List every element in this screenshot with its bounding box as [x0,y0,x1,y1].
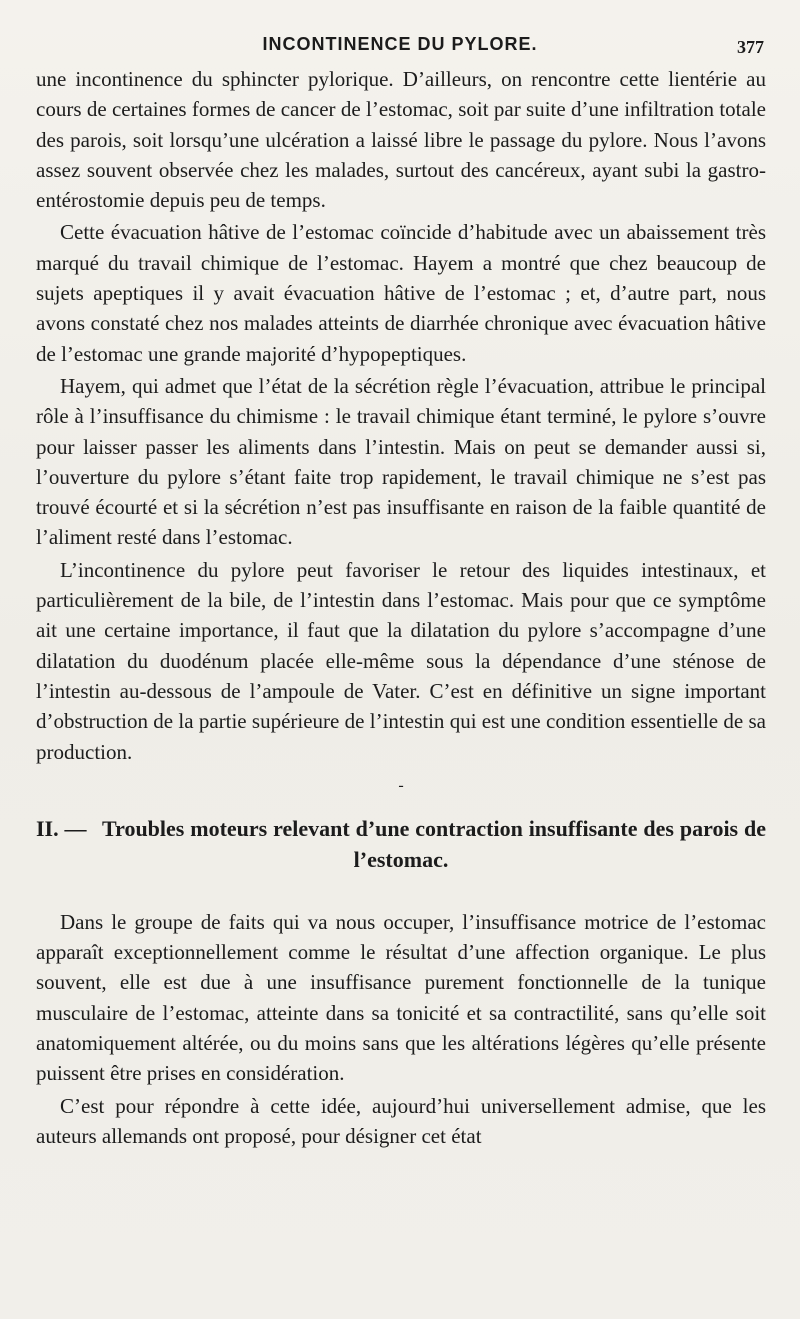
separator-mark: - [398,776,404,794]
paragraph: Hayem, qui admet que l’état de la sécrétion règle l’évacuation, attribue le principal rôle à l’insuffisance du chimisme : le travail chimique étant terminé, le pylore s’ouvre pour laisser passer les aliments dans l’intestin. Mais on peut se demander aussi si, l’ouverture du pylore s’étant faite trop rapidement, le travail chimique ne s’est pas trouvé écourté et si la sécrétion n’est pas insuffisante en raison de la faible quantité de l’aliment resté dans l’estomac. [36,373,766,550]
spacer [36,875,766,907]
page-number: 377 [737,37,764,57]
paragraph: Cette évacuation hâtive de l’estomac coïncide d’habitude avec un abaissement très marqué du travail chimique de l’estomac. Hayem a montré que chez beaucoup de sujets apeptiques il y avait évacuation hâtive de l’estomac ; et, d’autre part, nous avons constaté chez nos malades atteints de diarrhée chronique avec évacuation hâtive de l’estomac une grande majorité d’hypopeptiques. [36,220,766,366]
section-heading [36,813,766,875]
body-text [36,64,766,1151]
paragraph: C’est pour répondre à cette idée, aujourd’hui universellement admise, que les auteurs allemands ont proposé, pour désigner cet état [36,1093,766,1148]
running-title: INCONTINENCE DU PYLORE. [262,34,538,54]
section-number: II. — [36,815,87,841]
paragraph: L’incontinence du pylore peut favoriser le retour des liquides intestinaux, et particulièrement de la bile, de l’intestin dans l’estomac. Mais pour que ce symptôme ait une certaine importance, il faut que la dilatation du pylore s’accompagne d’une dilatation du duodénum placée elle-même sous la dépendance d’une sténose de l’intestin au-dessous de l’ampoule de Vater. C’est en définitive un signe important d’obstruction de la partie supérieure de l’intestin qui est une condition essentielle de sa production. [36,557,766,764]
section-title: Troubles moteurs relevant d’une contraction insuffisante des parois de l’estomac. [102,815,767,872]
paragraph: Dans le groupe de faits qui va nous occuper, l’insuffisance motrice de l’estomac apparaît exceptionnellement comme le résultat d’une affection organique. Le plus souvent, elle est due à une insuffisance purement fonctionnelle de la tunique musculaire de l’estomac, atteinte dans sa tonicité et sa contractilité, sans qu’elle soit anatomiquement altérée, ou du moins sans que les altérations légères qu’elle présente puissent être prises en considération. [36,909,766,1086]
running-header [0,34,800,58]
paragraph: une incontinence du sphincter pylorique. D’ailleurs, on rencontre cette lientérie au cours de certaines formes de cancer de l’estomac, soit par suite d’une infiltration totale des parois, soit lorsqu’une ulcération a laissé libre le passage du pylore. Nous l’avons assez souvent observée chez les malades, surtout des cancéreux, ayant subi la gastro-entérostomie depuis peu de temps. [36,67,766,213]
